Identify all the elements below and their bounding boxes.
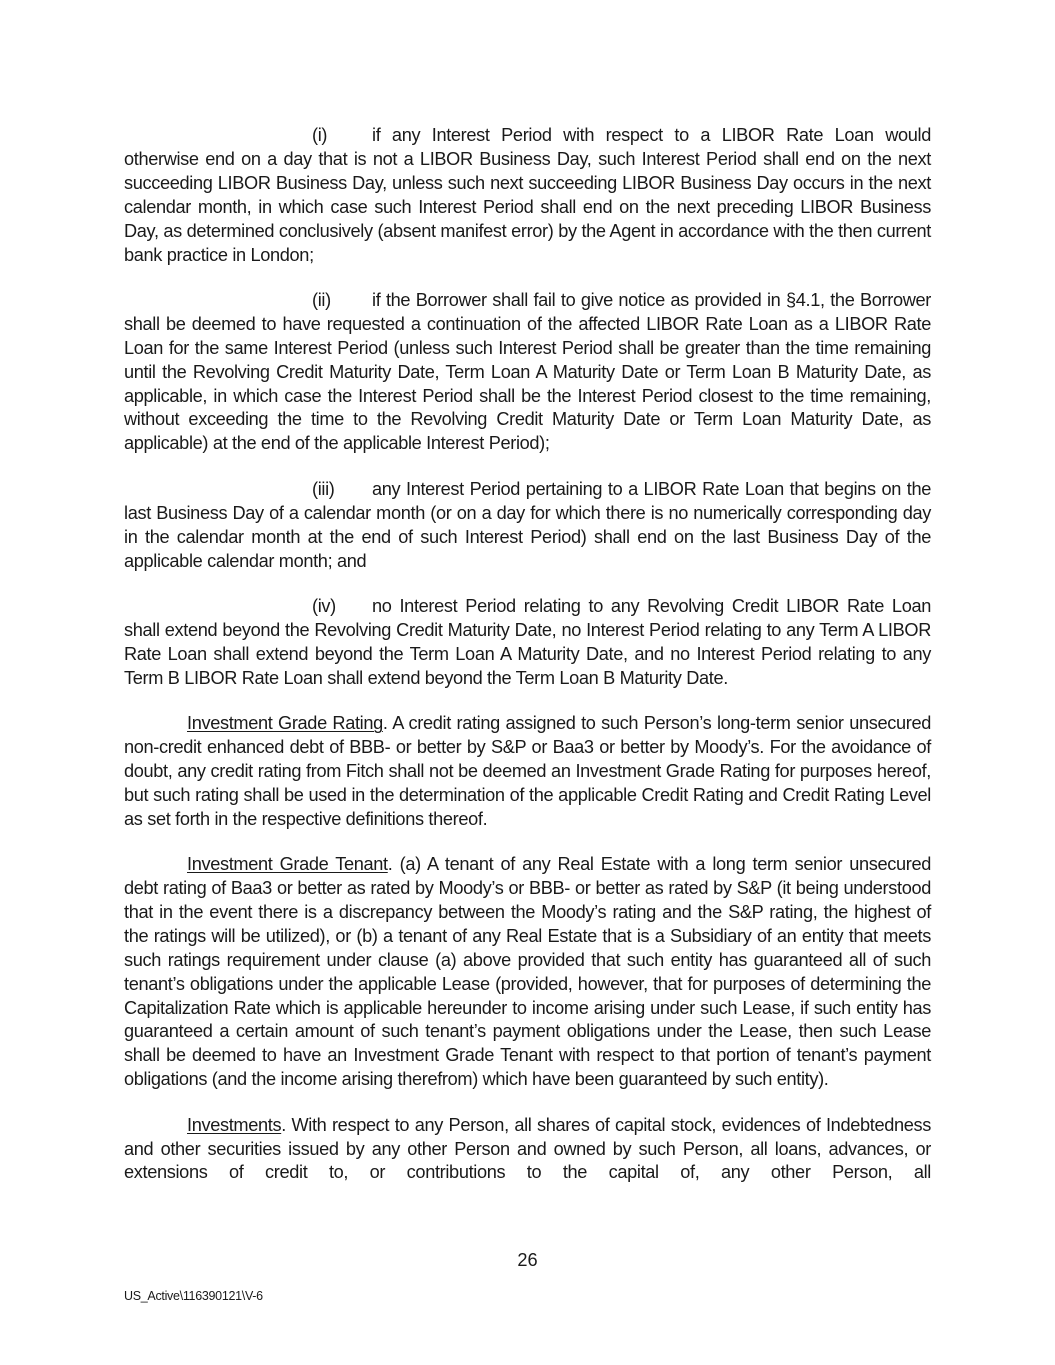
clause-i [124, 124, 931, 267]
defined-term: Investment Grade Rating [187, 713, 383, 734]
document-id-footer: US_Active\116390121\V-6 [124, 1289, 263, 1303]
clause-number: (iv) [312, 595, 336, 616]
definition-text: . (a) A tenant of any Real Estate with a long term senior unsecured debt rating of Baa3 or better as rated by Moody’s or BBB- or better as rated by S&P (it being understood that in the event there is a discrepancy between the Moody’s rating and the S&P rating, the highest of the ratings will be utilized), or (b) a tenant of any Real Estate that is a Subsidiary of an entity that meets such ratings requirement under clause (a) above provided that such entity has guaranteed all of such tenant’s obligations under the applicable Lease (provided, however, that for purposes of determining the Capitalization Rate which is applicable hereunder to income arising under such Lease, if such entity has guaranteed a certain amount of such tenant’s payment obligations under the Lease, then such Lease shall be deemed to have an Investment Grade Tenant with respect to that portion of tenant’s payment obligations (and the income arising therefrom) which have been guaranteed by such entity). [124, 854, 931, 1090]
clause-number: (ii) [312, 289, 331, 310]
definition-text: . A credit rating assigned to such Person’s long-term senior unsecured non-credit enhanced debt of BBB- or better by S&P or Baa3 or better by Moody’s. For the avoidance of doubt, any credit rating from Fitch shall not be deemed an Investment Grade Rating for purposes hereof, but such rating shall be used in the determination of the applicable Credit Rating and Credit Rating Level as set forth in the respective definitions thereof. [124, 713, 931, 829]
definition-investment-grade-tenant [124, 853, 931, 1092]
definition-text: . With respect to any Person, all shares of capital stock, evidences of Indebtedness and other securities issued by any other Person and owned by such Person, all loans, advances, or extensions of credit to, or contributions to the capital of, any other Person, all [124, 1114, 931, 1183]
clause-text: any Interest Period pertaining to a LIBOR Rate Loan that begins on the last Business Day of a calendar month (or on a day for which there is no numerically corresponding day in the calendar month at the end of such Interest Period) shall end on the last Business Day of the applicable calendar month; and [124, 478, 931, 571]
clause-iii [124, 478, 931, 574]
clause-ii [124, 289, 931, 456]
defined-term: Investments [187, 1114, 282, 1135]
document-page [124, 124, 931, 1207]
clause-text: if the Borrower shall fail to give notice as provided in §4.1, the Borrower shall be deemed to have requested a continuation of the affected LIBOR Rate Loan as a LIBOR Rate Loan for the same Interest Period (unless such Interest Period shall be greater than the time remaining until the Revolving Credit Maturity Date, Term Loan A Maturity Date or Term Loan B Maturity Date, as applicable, in which case the Interest Period shall be the Interest Period closest to the time remaining, without exceeding the time to the Revolving Credit Maturity Date or Term Loan Maturity Date, as applicable) at the end of the applicable Interest Period); [124, 289, 931, 454]
clause-number: (iii) [312, 478, 335, 499]
clause-text: no Interest Period relating to any Revolving Credit LIBOR Rate Loan shall extend beyond the Revolving Credit Maturity Date, no Interest Period relating to any Term A LIBOR Rate Loan shall extend beyond the Term Loan A Maturity Date, and no Interest Period relating to any Term B LIBOR Rate Loan shall extend beyond the Term Loan B Maturity Date. [124, 595, 931, 688]
defined-term: Investment Grade Tenant [187, 854, 388, 875]
clause-number: (i) [312, 125, 328, 145]
definition-investment-grade-rating [124, 712, 931, 832]
clause-text: if any Interest Period with respect to a LIBOR Rate Loan would otherwise end on a day that is not a LIBOR Business Day, such Interest Period shall end on the next succeeding LIBOR Business Day, unless such next succeeding LIBOR Business Day occurs in the next calendar month, in which case such Interest Period shall end on the next preceding LIBOR Business Day, as determined conclusively (absent manifest error) by the Agent in accordance with the then current bank practice in London; [124, 125, 931, 265]
definition-investments [124, 1114, 931, 1186]
page-number: 26 [517, 1250, 538, 1270]
clause-iv [124, 595, 931, 691]
